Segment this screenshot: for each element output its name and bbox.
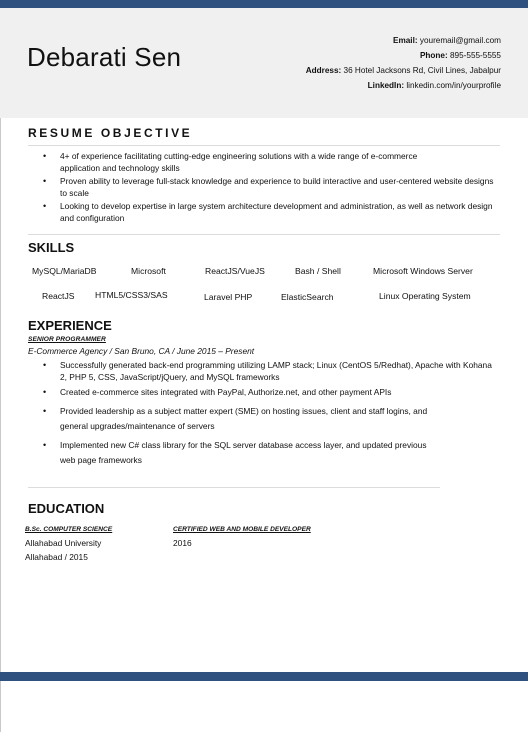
school-location-year: Allahabad / 2015	[25, 551, 88, 562]
objective-heading: RESUME OBJECTIVE	[28, 126, 193, 140]
divider	[28, 487, 440, 488]
divider	[28, 234, 500, 235]
skill-item: Linux Operating System	[379, 291, 471, 301]
list-item: • 4+ of experience facilitating cutting-edge engineering solutions with a wide range of e-commerce application and technology skills	[28, 151, 440, 174]
list-item: • Proven ability to leverage full-stack knowledge and experience to build interactive and user-centered website designs to scale	[28, 176, 500, 199]
experience-list	[28, 360, 500, 468]
resume-header	[0, 8, 528, 118]
objective-list-wrap	[28, 151, 500, 225]
list-item: • Created e-commerce sites integrated with PayPal, Authorize.net, and other payment APIs	[28, 387, 500, 399]
skill-item: Laravel PHP	[204, 292, 253, 302]
education-heading: EDUCATION	[28, 501, 105, 516]
skill-item: MySQL/MariaDB	[32, 266, 97, 276]
linkedin-label: LinkedIn:	[367, 81, 405, 90]
list-item: • Successfully generated back-end programming utilizing LAMP stack; Linux (CentOS 5/Redhat), Apache with Kohana 2, PHP 5, CSS, JavaScript/jQuery, and MySQL frameworks	[28, 360, 500, 383]
list-item: • Looking to develop expertise in large system architecture development and administration, as well as network design and configuration	[28, 201, 500, 224]
linkedin-value: linkedin.com/in/yourprofile	[406, 81, 501, 90]
email-value: youremail@gmail.com	[419, 36, 501, 45]
objective-section	[28, 126, 500, 140]
skill-item: ReactJS	[42, 291, 75, 301]
certification-year: 2016	[173, 538, 192, 548]
job-title: SENIOR PROGRAMMER	[28, 336, 106, 343]
job-company: E-Commerce Agency / San Bruno, CA / June 2015 – Present	[28, 346, 255, 356]
list-item: • Provided leadership as a subject matter expert (SME) on hosting issues, client and staff logins, and general upgrades/maintenance of servers	[28, 404, 440, 434]
certification-title: CERTIFIED WEB AND MOBILE DEVELOPER	[173, 526, 311, 533]
school-name: Allahabad University	[25, 538, 102, 548]
top-accent-bar	[0, 0, 528, 8]
skills-heading: SKILLS	[28, 240, 75, 255]
experience-section	[28, 318, 500, 468]
phone-value: 895-555-5555	[450, 51, 501, 60]
contact-block	[306, 33, 501, 93]
education-section	[28, 501, 500, 516]
contact-email	[306, 33, 501, 48]
candidate-name: Debarati Sen	[27, 42, 182, 72]
bottom-accent-bar	[0, 672, 528, 681]
skills-section	[28, 240, 500, 255]
certification-entry	[173, 524, 311, 551]
phone-label: Phone:	[419, 51, 448, 60]
contact-address	[306, 63, 501, 78]
objective-list	[28, 151, 500, 225]
list-item: • Implemented new C# class library for the SQL server database access layer, and updated previous web page frameworks	[28, 438, 430, 468]
education-entry	[25, 524, 112, 564]
address-value: 36 Hotel Jacksons Rd, Civil Lines, Jabalpur	[343, 66, 501, 75]
skill-item: ElasticSearch	[281, 292, 334, 302]
contact-linkedin	[306, 78, 501, 93]
email-label: Email:	[393, 36, 418, 45]
skill-item: Bash / Shell	[295, 266, 341, 276]
divider	[28, 145, 500, 146]
experience-heading: EXPERIENCE	[28, 318, 112, 333]
address-label: Address:	[305, 66, 342, 75]
skill-item: ReactJS/VueJS	[205, 266, 265, 276]
contact-phone	[306, 48, 501, 63]
skill-item: HTML5/CSS3/SAS	[95, 290, 168, 300]
skill-item: Microsoft	[131, 266, 166, 276]
degree-title: B.Sc. COMPUTER SCIENCE	[25, 526, 113, 533]
skill-item: Microsoft Windows Server	[373, 266, 473, 276]
